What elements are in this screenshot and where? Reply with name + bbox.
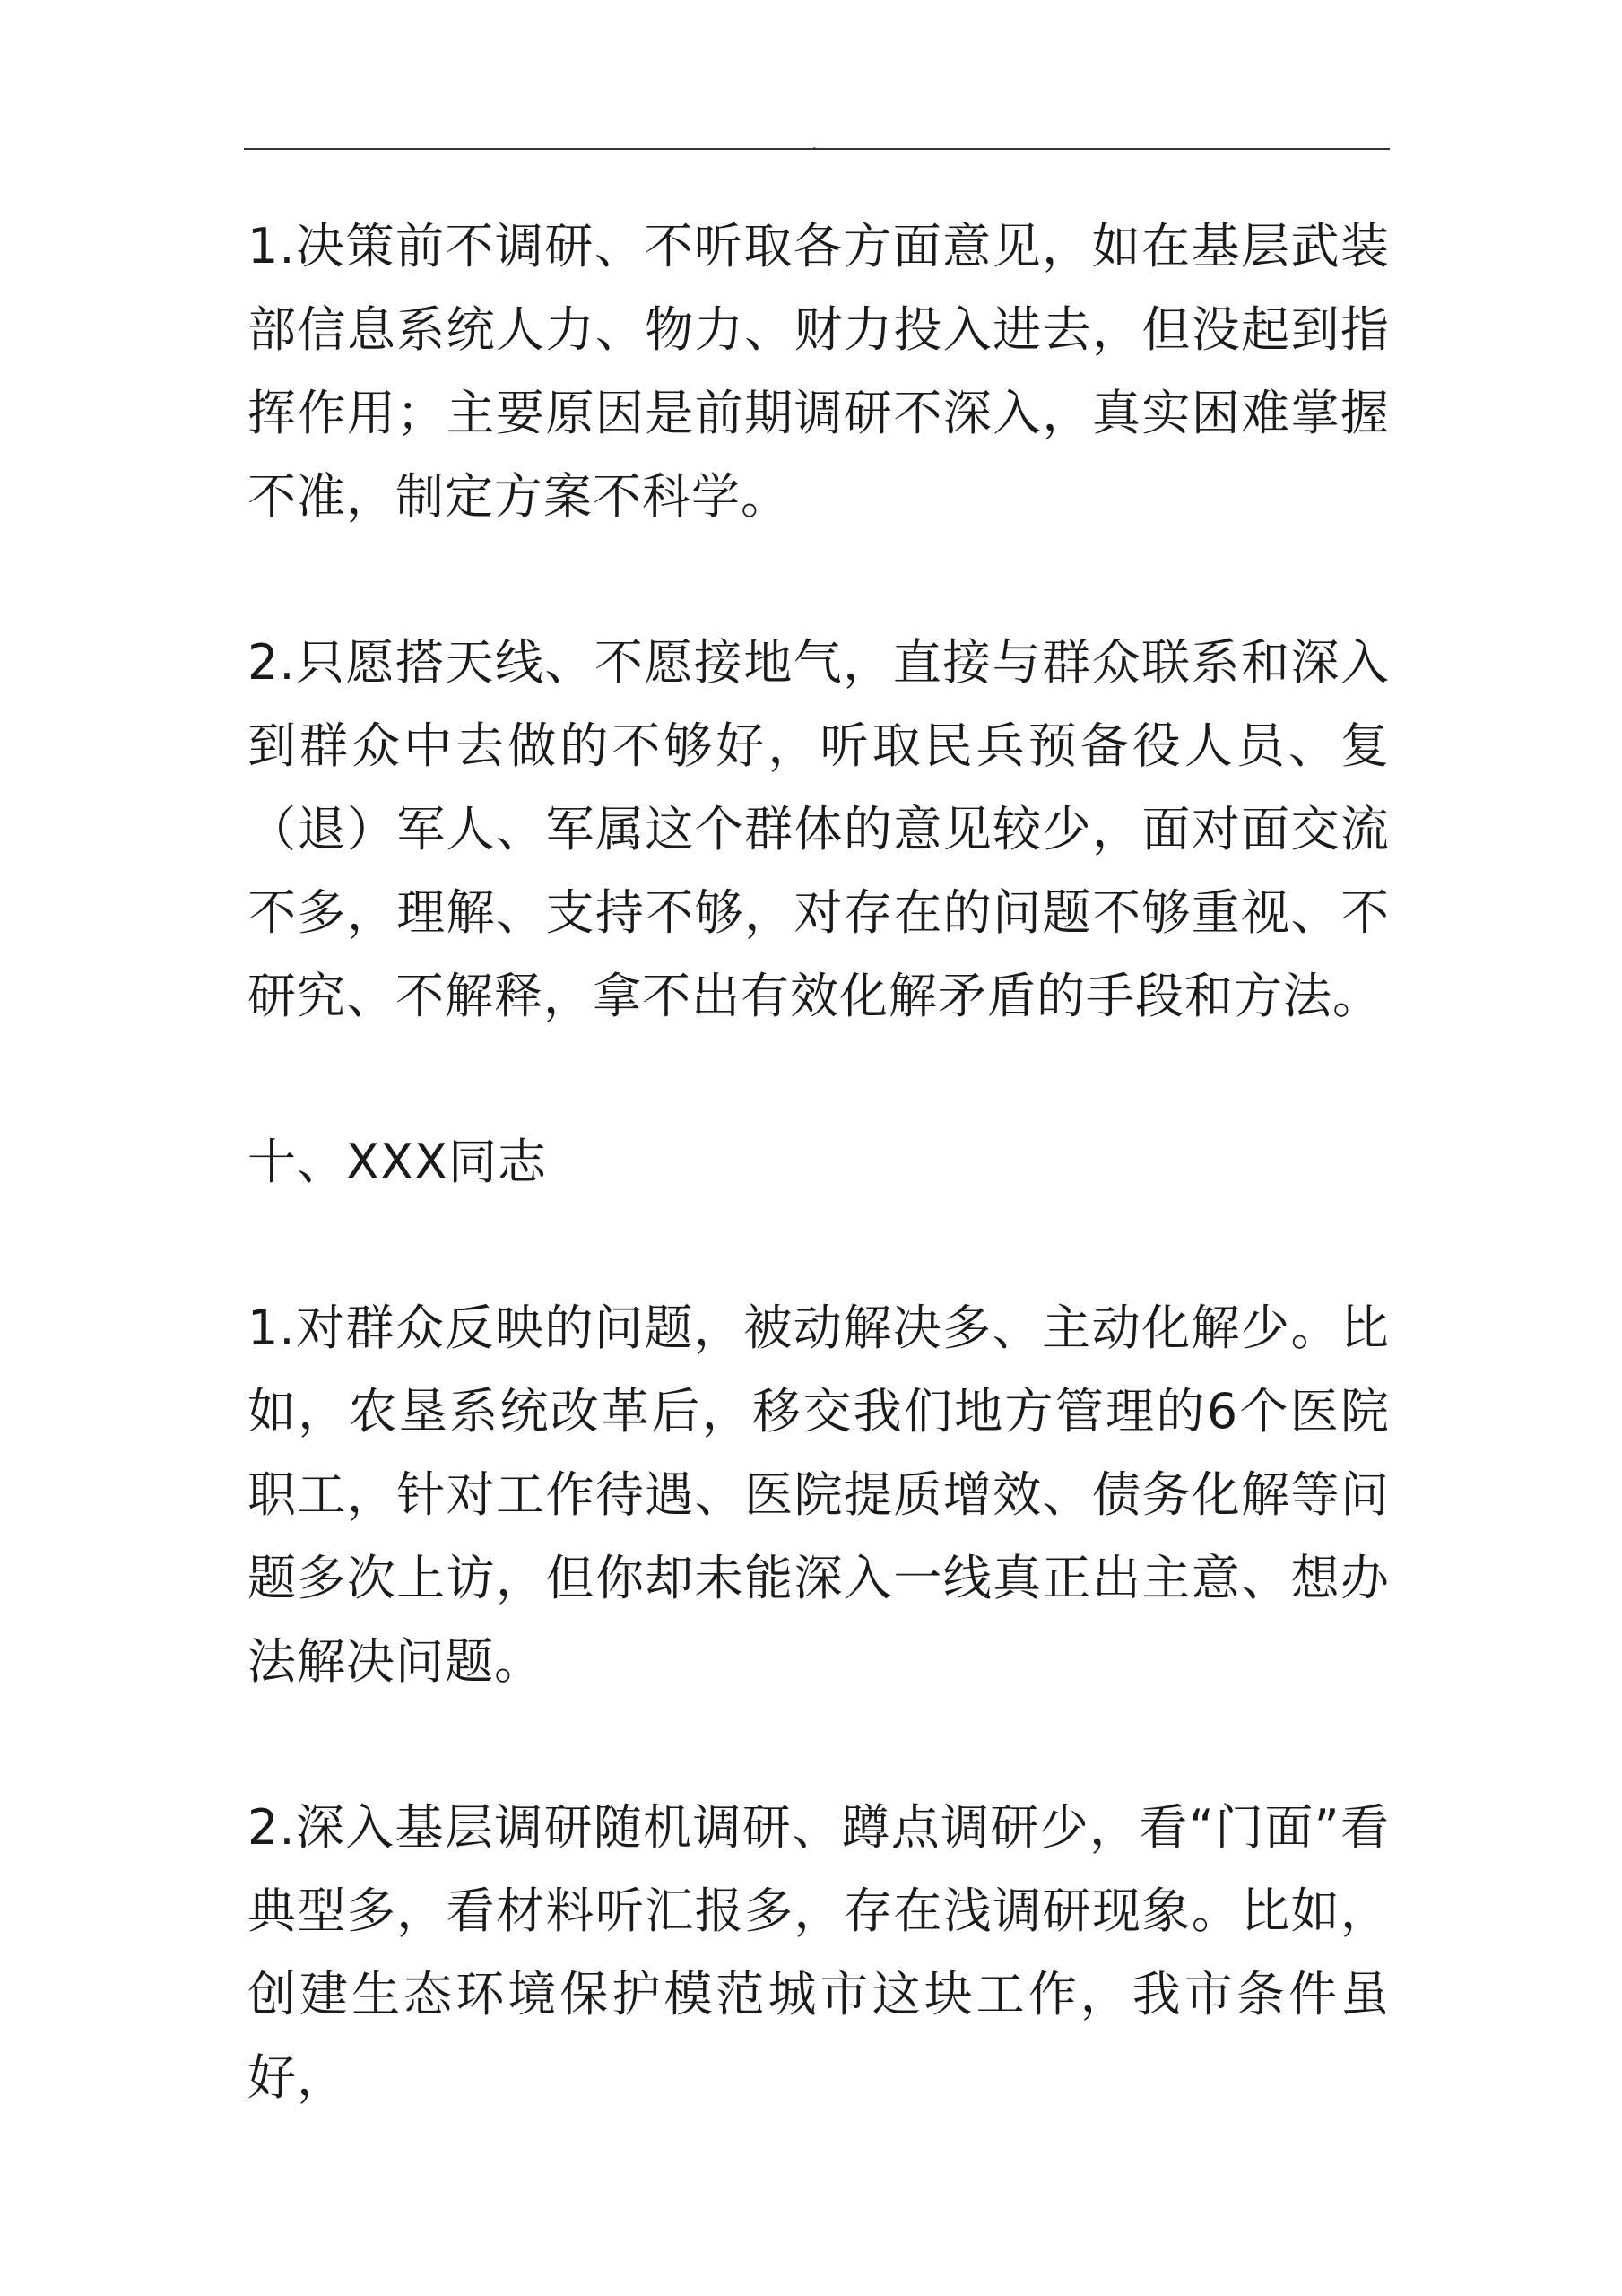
section-paragraph-2: 2.深入基层调研随机调研、蹲点调研少，看“门面”看典型多，看材料听汇报多，存在浅调研现象。比如，创建生态环境保护模范城市这块工作，我市条件虽好， — [247, 1799, 1390, 2106]
header-mark: . — [811, 133, 818, 155]
paragraph-2: 2.只愿搭天线、不愿接地气，直接与群众联系和深入到群众中去做的不够好，听取民兵预备役人员、复（退）军人、军属这个群体的意见较少，面对面交流不多，理解、支持不够，对存在的问题不够重视、不研究、不解释，拿不出有效化解矛盾的手段和方法。 — [247, 634, 1390, 1024]
header-rule — [244, 148, 1390, 150]
document-body — [247, 204, 1390, 2119]
paragraph-1: 1.决策前不调研、不听取各方面意见，如在基层武装部信息系统人力、物力、财力投入进去，但没起到指挥作用；主要原因是前期调研不深入，真实困难掌握不准，制定方案不科学。 — [247, 218, 1390, 525]
section-paragraph-1: 1.对群众反映的问题，被动解决多、主动化解少。比如，农垦系统改革后，移交我们地方管理的6个医院职工，针对工作待遇、医院提质增效、债务化解等问题多次上访，但你却未能深入一线真正出主意、想办法解决问题。 — [247, 1300, 1390, 1690]
section-heading: 十、XXX同志 — [247, 1134, 547, 1190]
